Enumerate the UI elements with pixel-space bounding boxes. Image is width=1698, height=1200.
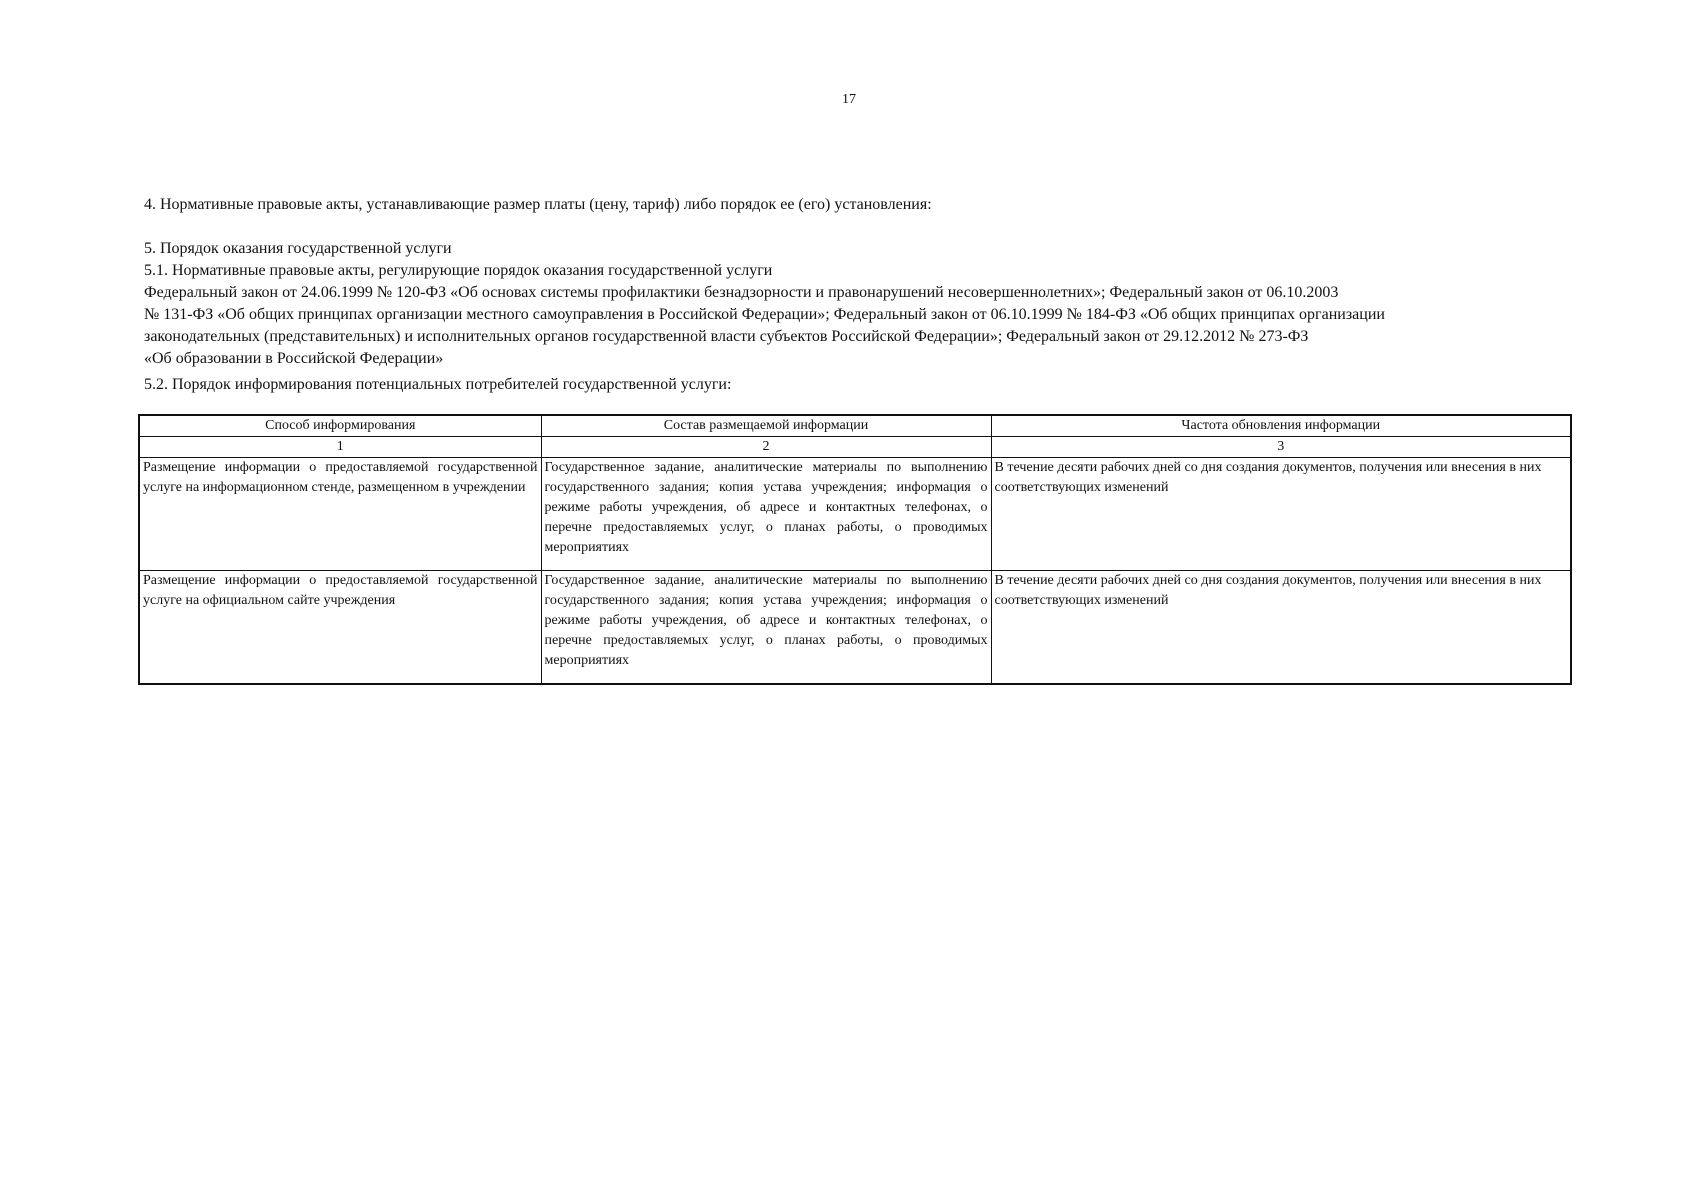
table-row xyxy=(139,458,1571,571)
table-row xyxy=(139,571,1571,685)
section-5-heading: 5. Порядок оказания государственной услуги xyxy=(144,240,452,257)
cell-method: Размещение информации о предоставляемой государственной услуге на информационном стенде, размещенном в учреждении xyxy=(139,458,541,571)
header-frequency: Частота обновления информации xyxy=(991,415,1571,437)
header-content: Состав размещаемой информации xyxy=(541,415,991,437)
column-number: 3 xyxy=(991,437,1571,458)
header-method: Способ информирования xyxy=(139,415,541,437)
cell-frequency: В течение десяти рабочих дней со дня создания документов, получения или внесения в них соответствующих изменений xyxy=(991,571,1571,685)
cell-method: Размещение информации о предоставляемой государственной услуге на официальном сайте учреждения xyxy=(139,571,541,685)
law-text-line: № 131-ФЗ «Об общих принципах организации местного самоуправления в Российской Федерации»; Федеральный закон от 06.10.1999 № 184-ФЗ «Об общих принципах организации xyxy=(144,306,1385,323)
table-column-numbers-row xyxy=(139,437,1571,458)
cell-frequency: В течение десяти рабочих дней со дня создания документов, получения или внесения в них соответствующих изменений xyxy=(991,458,1571,571)
law-text-line: Федеральный закон от 24.06.1999 № 120-ФЗ «Об основах системы профилактики безнадзорности и правонарушений несовершеннолетних»; Федеральный закон от 06.10.2003 xyxy=(144,284,1339,301)
section-5-1-heading: 5.1. Нормативные правовые акты, регулирующие порядок оказания государственной услуги xyxy=(144,262,773,279)
information-table xyxy=(138,414,1572,685)
table-header-row xyxy=(139,415,1571,437)
law-text-line: «Об образовании в Российской Федерации» xyxy=(144,350,444,367)
column-number: 2 xyxy=(541,437,991,458)
section-4-heading: 4. Нормативные правовые акты, устанавливающие размер платы (цену, тариф) либо порядок ее (его) установления: xyxy=(144,196,932,213)
cell-content: Государственное задание, аналитические материалы по выполнению государственного задания; копия устава учреждения; информация о режиме работы учреждения, об адресе и контактных телефонах, о перечне предоставляемых услуг, о планах работы, о проводимых мероприятиях xyxy=(541,571,991,685)
section-5-2-heading: 5.2. Порядок информирования потенциальных потребителей государственной услуги: xyxy=(144,376,732,393)
column-number: 1 xyxy=(139,437,541,458)
page-number: 17 xyxy=(842,92,856,107)
cell-content: Государственное задание, аналитические материалы по выполнению государственного задания; копия устава учреждения; информация о режиме работы учреждения, об адресе и контактных телефонах, о перечне предоставляемых услуг, о планах работы, о проводимых мероприятиях xyxy=(541,458,991,571)
law-text-line: законодательных (представительных) и исполнительных органов государственной власти субъектов Российской Федерации»; Федеральный закон от 29.12.2012 № 273-ФЗ xyxy=(144,328,1309,345)
